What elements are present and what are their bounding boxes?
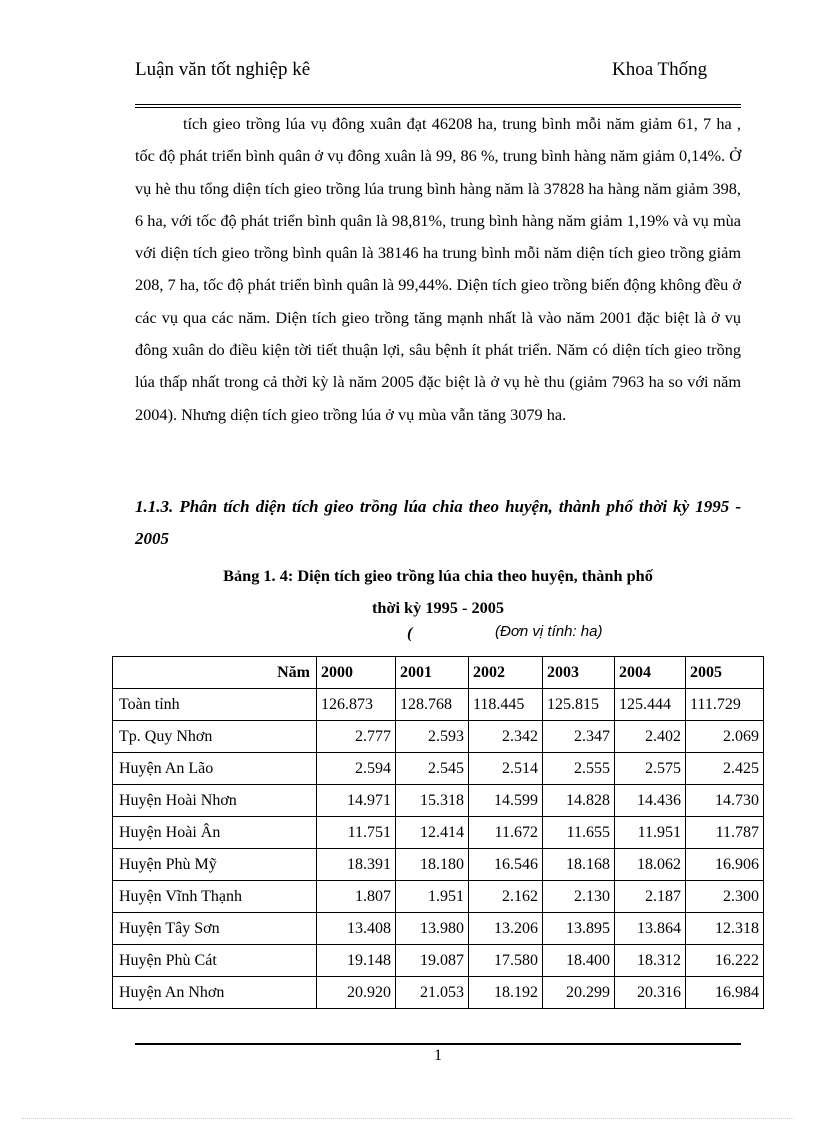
table-cell: 128.768 xyxy=(396,689,469,721)
table-title xyxy=(135,560,741,624)
page-edge xyxy=(22,1118,794,1119)
table-row xyxy=(113,849,764,881)
table-cell: 20.920 xyxy=(317,977,396,1009)
table-cell: 16.546 xyxy=(469,849,543,881)
table-cell: 2.555 xyxy=(543,753,615,785)
table-cell: 125.815 xyxy=(543,689,615,721)
table-row xyxy=(113,945,764,977)
table-cell: 13.895 xyxy=(543,913,615,945)
header-document-title: Luận văn tốt nghiệp kê xyxy=(135,59,311,80)
table-cell: 18.062 xyxy=(615,849,686,881)
table-cell: 18.400 xyxy=(543,945,615,977)
table-body xyxy=(113,689,764,1009)
table-cell: 13.980 xyxy=(396,913,469,945)
table-cell: 2.162 xyxy=(469,881,543,913)
table-cell: 125.444 xyxy=(615,689,686,721)
year-header: 2003 xyxy=(543,657,615,689)
table-cell: 16.222 xyxy=(686,945,764,977)
table-cell: 12.318 xyxy=(686,913,764,945)
table-cell: 2.594 xyxy=(317,753,396,785)
table-cell: 12.414 xyxy=(396,817,469,849)
table-row xyxy=(113,721,764,753)
table-cell: 18.180 xyxy=(396,849,469,881)
table-cell: 2.187 xyxy=(615,881,686,913)
table-corner-header: Năm xyxy=(113,657,317,689)
table-cell: 21.053 xyxy=(396,977,469,1009)
table-cell: 11.655 xyxy=(543,817,615,849)
row-label: Huyện Tây Sơn xyxy=(113,913,317,945)
table-cell: 2.777 xyxy=(317,721,396,753)
header-faculty: Khoa Thống xyxy=(612,59,708,80)
row-label: Huyện Phù Cát xyxy=(113,945,317,977)
table-cell: 14.599 xyxy=(469,785,543,817)
table-header-row xyxy=(113,657,764,689)
data-table xyxy=(112,656,764,1009)
year-header: 2001 xyxy=(396,657,469,689)
body-paragraph: tích gieo trồng lúa vụ đông xuân đạt 46208 ha, trung bình mỗi năm giảm 61, 7 ha , tốc độ phát triển bình quân ở vụ đông xuân là 99, 86 %, trung bình hàng năm giảm 0,14%. Ở vụ hè thu tổng diện tích gieo trồng lúa trung bình hàng năm là 37828 ha hàng năm giảm 398, 6 ha, với tốc độ phát triển bình quân là 98,81%, trung bình hàng năm giảm 1,19% và vụ mùa với diện tích gieo trồng bình quân là 38146 ha trung bình mỗi năm diện tích gieo trồng giảm 208, 7 ha, tốc độ phát triển bình quân là 99,44%. Diện tích gieo trồng biến động không đều ở các vụ qua các năm. Diện tích gieo trồng tăng mạnh nhất là vào năm 2001 đặc biệt là ở vụ đông xuân do điều kiện tời tiết thuận lợi, sâu bệnh ít phát triển. Năm có diện tích gieo trồng lúa thấp nhất trong cả thời kỳ là năm 2005 đặc biệt là ở vụ hè thu (giảm 7963 ha so với năm 2004). Nhưng diện tích gieo trồng lúa ở vụ mùa vẫn tăng 3079 ha. xyxy=(135,114,741,424)
row-label: Huyện Hoài Ân xyxy=(113,817,317,849)
row-label: Tp. Quy Nhơn xyxy=(113,721,317,753)
section-heading: 1.1.3. Phân tích diện tích gieo trồng lúa chia theo huyện, thành phố thời kỳ 1995 - 2005 xyxy=(135,497,741,548)
table-cell: 20.316 xyxy=(615,977,686,1009)
table-cell: 126.873 xyxy=(317,689,396,721)
year-header: 2004 xyxy=(615,657,686,689)
row-label: Huyện Phù Mỹ xyxy=(113,849,317,881)
table-cell: 2.514 xyxy=(469,753,543,785)
table-cell: 14.828 xyxy=(543,785,615,817)
body-paragraph-block xyxy=(135,108,741,431)
table-cell: 14.436 xyxy=(615,785,686,817)
table-cell: 2.300 xyxy=(686,881,764,913)
table-cell: 16.906 xyxy=(686,849,764,881)
table-cell: 1.951 xyxy=(396,881,469,913)
table-cell: 2.593 xyxy=(396,721,469,753)
table-cell: 11.751 xyxy=(317,817,396,849)
table-cell: 2.575 xyxy=(615,753,686,785)
page-number: 1 xyxy=(434,1047,442,1064)
row-label: Huyện An Lão xyxy=(113,753,317,785)
table-cell: 118.445 xyxy=(469,689,543,721)
table-cell: 2.402 xyxy=(615,721,686,753)
table-row xyxy=(113,817,764,849)
table-cell: 13.864 xyxy=(615,913,686,945)
row-label: Toàn tỉnh xyxy=(113,689,317,721)
table-cell: 2.425 xyxy=(686,753,764,785)
table-cell: 14.971 xyxy=(317,785,396,817)
table-row xyxy=(113,913,764,945)
unit-open-paren: ( xyxy=(407,623,413,642)
table-row xyxy=(113,689,764,721)
row-label: Huyện Vĩnh Thạnh xyxy=(113,881,317,913)
table-cell: 111.729 xyxy=(686,689,764,721)
table-row xyxy=(113,881,764,913)
table-cell: 18.192 xyxy=(469,977,543,1009)
table-cell: 16.984 xyxy=(686,977,764,1009)
table-cell: 11.951 xyxy=(615,817,686,849)
table-cell: 2.069 xyxy=(686,721,764,753)
table-cell: 17.580 xyxy=(469,945,543,977)
table-cell: 2.545 xyxy=(396,753,469,785)
table-cell: 11.672 xyxy=(469,817,543,849)
table-cell: 19.087 xyxy=(396,945,469,977)
row-label: Huyện An Nhơn xyxy=(113,977,317,1009)
table-row xyxy=(113,785,764,817)
table-cell: 18.168 xyxy=(543,849,615,881)
table-cell: 18.391 xyxy=(317,849,396,881)
table-row xyxy=(113,977,764,1009)
unit-text: (Đơn vị tính: ha) xyxy=(495,623,603,640)
table-cell: 2.130 xyxy=(543,881,615,913)
table-cell: 13.408 xyxy=(317,913,396,945)
table-row xyxy=(113,753,764,785)
row-label: Huyện Hoài Nhơn xyxy=(113,785,317,817)
table-title-line-2: thời kỳ 1995 - 2005 xyxy=(371,598,505,617)
table-title-line-1: Bảng 1. 4: Diện tích gieo trồng lúa chia theo huyện, thành phố xyxy=(223,566,653,585)
table-cell: 20.299 xyxy=(543,977,615,1009)
table-cell: 2.342 xyxy=(469,721,543,753)
table-cell: 14.730 xyxy=(686,785,764,817)
year-header: 2005 xyxy=(686,657,764,689)
table-unit-note xyxy=(407,623,667,649)
year-header: 2000 xyxy=(317,657,396,689)
table-cell: 15.318 xyxy=(396,785,469,817)
table-cell: 19.148 xyxy=(317,945,396,977)
table-cell: 11.787 xyxy=(686,817,764,849)
table-cell: 18.312 xyxy=(615,945,686,977)
table-cell: 1.807 xyxy=(317,881,396,913)
table-cell: 13.206 xyxy=(469,913,543,945)
year-header: 2002 xyxy=(469,657,543,689)
table-cell: 2.347 xyxy=(543,721,615,753)
